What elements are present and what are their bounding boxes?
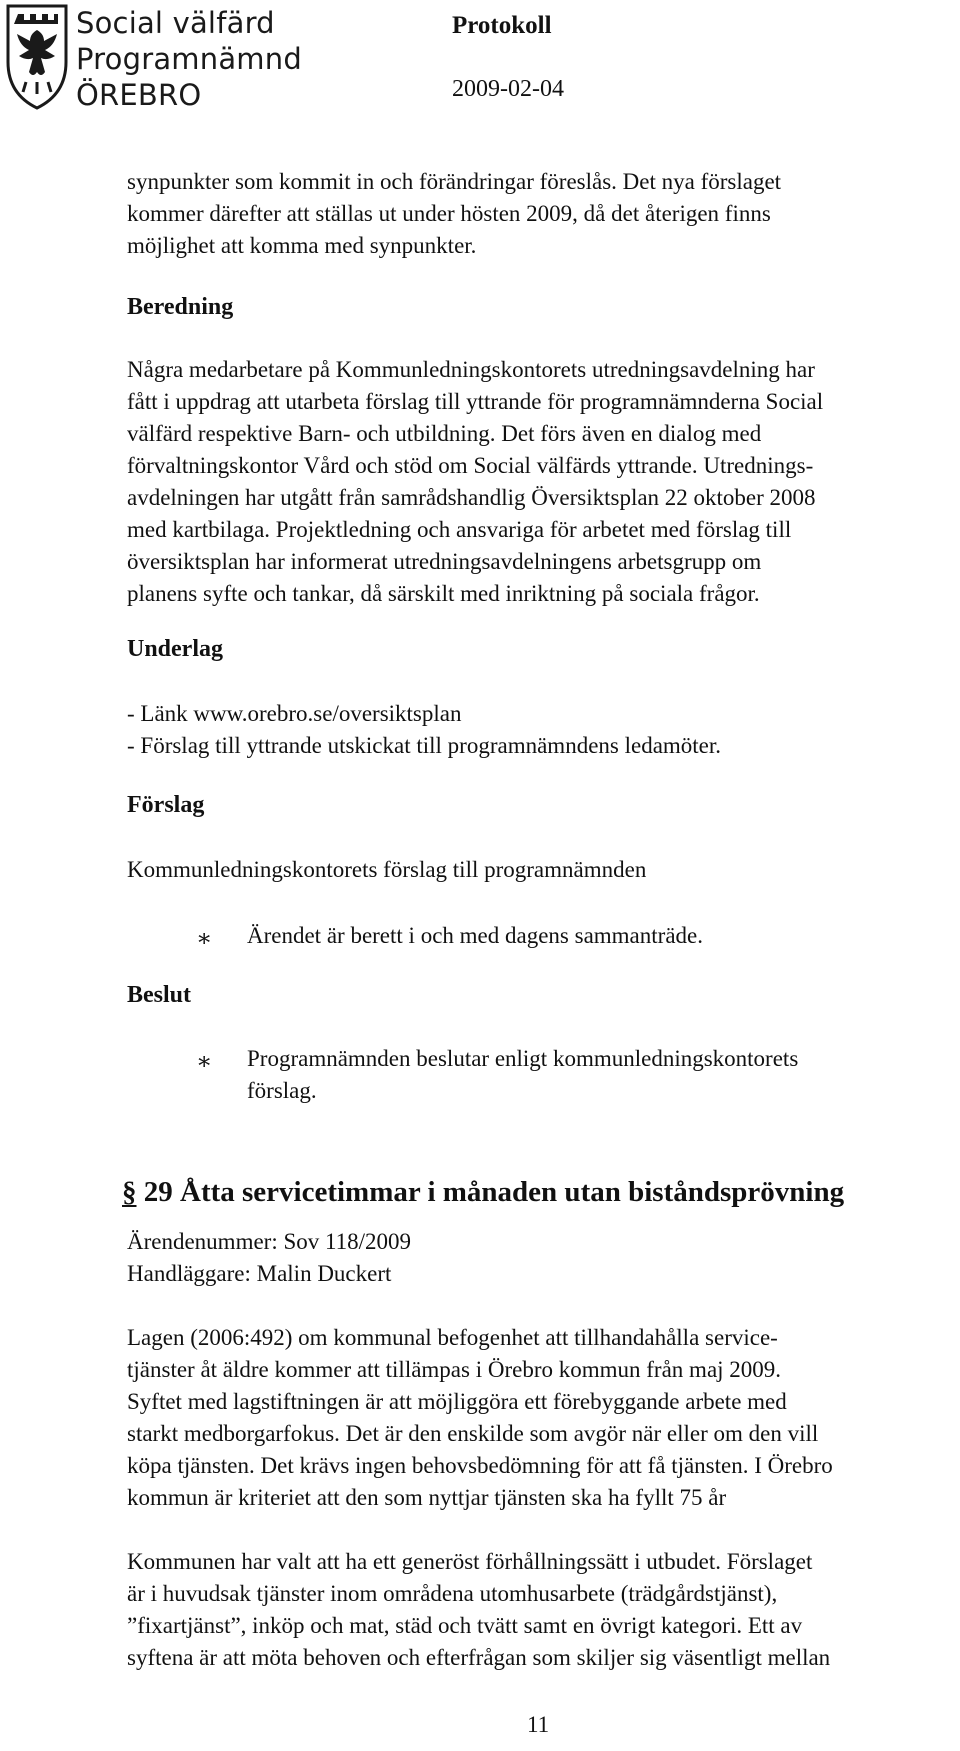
text-line: välfärd respektive Barn- och utbildning. Det förs även en dialog med xyxy=(127,421,762,446)
org-name-line1: Social välfärd xyxy=(76,6,275,40)
underlag-list xyxy=(127,698,957,762)
beredning-paragraph xyxy=(127,354,957,610)
section-paragraph-2 xyxy=(127,1546,957,1674)
text-line: ”fixartjänst”, inköp och mat, städ och tvätt samt en övrigt kategori. Ett av xyxy=(127,1613,803,1638)
list-item: - Länk www.orebro.se/oversiktsplan xyxy=(127,701,462,726)
text-line: kommun är kriteriet att den som nyttjar tjänsten ska ha fyllt 75 år xyxy=(127,1485,727,1510)
case-meta xyxy=(127,1226,957,1290)
coat-of-arms-icon xyxy=(4,2,70,110)
text-line: planens syfte och tankar, då särskilt med inriktning på sociala frågor. xyxy=(127,581,760,606)
text-line: syftena är att möta behoven och efterfrågan som skiljer sig väsentligt mellan xyxy=(127,1645,831,1670)
list-item: - Förslag till yttrande utskickat till programnämndens ledamöter. xyxy=(127,733,722,758)
beredning-heading: Beredning xyxy=(127,294,234,320)
forslag-text: Kommunledningskontorets förslag till programnämnden xyxy=(127,857,647,882)
text-line: avdelningen har utgått från samrådshandlig Översiktsplan 22 oktober 2008 xyxy=(127,485,816,510)
text-line: fått i uppdrag att utarbeta förslag till yttrande för programnämnderna Social xyxy=(127,389,824,414)
beslut-item-1: Ärendet är berett i och med dagens sammanträde. xyxy=(247,923,703,948)
bullet-marker: ∗ xyxy=(196,1049,213,1075)
underlag-heading: Underlag xyxy=(127,636,223,662)
intro-paragraph xyxy=(127,166,957,262)
text-line: översiktsplan har informerat utredningsavdelningens arbetsgrupp om xyxy=(127,549,762,574)
text-line: med kartbilaga. Projektledning och ansvariga för arbetet med förslag till xyxy=(127,517,792,542)
text-line: Kommunen har valt att ha ett generöst förhållningssätt i utbudet. Förslaget xyxy=(127,1549,813,1574)
text-line: förslag. xyxy=(247,1078,317,1103)
text-line: synpunkter som kommit in och förändringar föreslås. Det nya förslaget xyxy=(127,169,782,194)
text-line: köpa tjänsten. Det krävs ingen behovsbedömning för att få tjänsten. I Örebro xyxy=(127,1453,833,1478)
text-line: starkt medborgarfokus. Det är den enskilde som avgör när eller om den vill xyxy=(127,1421,819,1446)
case-number: Ärendenummer: Sov 118/2009 xyxy=(127,1229,412,1254)
text-line: Några medarbetare på Kommunledningskontorets utredningsavdelning har xyxy=(127,357,815,382)
beslut-item-2 xyxy=(247,1043,798,1107)
text-line: är i huvudsak tjänster inom områdena utomhusarbete (trädgårdstjänst), xyxy=(127,1581,778,1606)
case-handler: Handläggare: Malin Duckert xyxy=(127,1261,392,1286)
org-city: ÖREBRO xyxy=(76,78,202,112)
org-logo xyxy=(4,2,302,112)
text-line: tjänster åt äldre kommer att tillämpas i Örebro kommun från maj 2009. xyxy=(127,1357,782,1382)
bullet-marker: ∗ xyxy=(196,926,213,952)
section-title-text: 29 Åtta servicetimmar i månaden utan biståndsprövning xyxy=(136,1176,845,1208)
text-line: kommer därefter att ställas ut under hösten 2009, då det återigen finns xyxy=(127,201,771,226)
text-line: Lagen (2006:492) om kommunal befogenhet att tillhandahålla service- xyxy=(127,1325,778,1350)
section-title xyxy=(122,1176,844,1209)
page-number: 11 xyxy=(527,1712,550,1737)
document-date: 2009-02-04 xyxy=(452,76,564,102)
beslut-label: Beslut xyxy=(127,982,192,1008)
text-line: Programnämnden beslutar enligt kommunledningskontorets xyxy=(247,1046,799,1071)
text-line: Syftet med lagstiftningen är att möjliggöra ett förebyggande arbete med xyxy=(127,1389,787,1414)
text-line: möjlighet att komma med synpunkter. xyxy=(127,233,477,258)
org-name-line2: Programnämnd xyxy=(76,42,302,76)
forslag-heading: Förslag xyxy=(127,792,205,818)
document-type: Protokoll xyxy=(452,12,552,39)
text-line: förvaltningskontor Vård och stöd om Social välfärds yttrande. Utrednings- xyxy=(127,453,814,478)
section-paragraph-1 xyxy=(127,1322,957,1514)
section-sign: § xyxy=(122,1176,137,1208)
